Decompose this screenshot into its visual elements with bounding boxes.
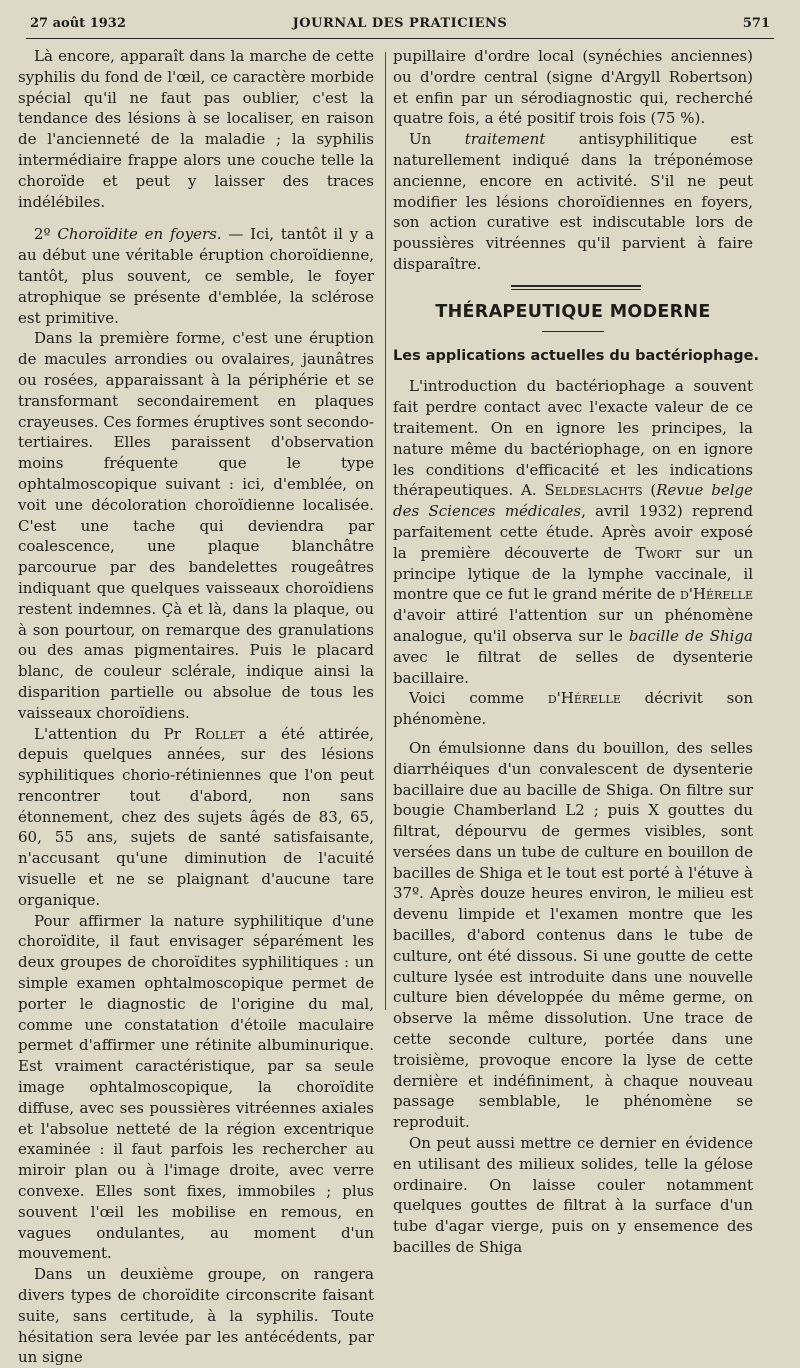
- author-name: Twort: [635, 543, 682, 562]
- paragraph: Un traitement antisyphilitique est naturellement indiqué dans la tréponémose ancienne, encore en activité. S'il ne peut modifier les lésions choroïdiennes en foyers, son action curative est indiscutable lors de poussières vitréennes qu'il parvient à faire disparaître.: [393, 130, 753, 273]
- paragraph: On émulsionne dans du bouillon, des selles diarrhéiques d'un convalescent de dysenterie bacillaire due au bacille de Shiga. On filtre sur bougie Chamberland L2 ; puis X gouttes du filtrat, dépourvu de germes visibles, sont versées dans un tube de culture en bouillon de bacilles de Shiga et le tout est porté à l'étuve à 37º. Après douze heures environ, le milieu est devenu limpide et l'examen montre que les bacilles, d'abord contenus dans le tube de culture, ont été dissous. Si une goutte de cette culture lysée est introduite dans une nouvelle culture bien développée du même germe, on observe la même dissolution. Une trace de cette seconde culture, portée dans une troisième, provoque encore la lyse de cette dernière et indéfiniment, à chaque nouveau passage semblable, le phénomène se reproduit.: [393, 738, 753, 1132]
- article-title: Les applications actuelles du bactériophage.: [393, 347, 759, 364]
- right-column: [393, 46, 759, 1258]
- section-number: 2º: [34, 225, 51, 244]
- issue-date: 27 août 1932: [30, 16, 126, 31]
- author-name: d'Hérelle: [679, 585, 753, 604]
- header-rule: [26, 38, 774, 39]
- author-name: Rollet: [194, 724, 245, 743]
- paragraph: 2º Choroïdite en foyers. — Ici, tantôt il y a au début une véritable éruption choroïdienne, tantôt, plus souvent, ce semble, le foyer atrophique se présente d'emblée, la sclérose est primitive.: [18, 225, 374, 327]
- author-name: d'Hérelle: [547, 689, 621, 708]
- section-title: THÉRAPEUTIQUE MODERNE: [435, 301, 711, 322]
- journal-reference: Revue belge des Sciences médicales: [393, 481, 753, 521]
- paragraph: On peut aussi mettre ce dernier en évidence en utilisant des milieux solides, telle la gélose ordinaire. On laisse couler notamment quelques gouttes de filtrat à la surface d'un tube d'agar vierge, puis on y ensemence des bacilles de Shiga: [393, 1134, 753, 1257]
- paragraph: Dans la première forme, c'est une éruption de macules arrondies ou ovalaires, jaunâtres ou rosées, apparaissant à la périphérie et se transformant secondairement en plaques crayeuses. Ces formes éruptives sont secondo-tertiaires. Elles paraissent d'observation moins fréquente que le type ophtalmoscopique suivant : ici, d'emblée, on voit une décoloration choroïdienne localisée. C'est une tache qui deviendra par coalescence, une plaque blanchâtre parcourue par des bandelettes rougeâtres indiquant que quelques vaisseaux choroïdiens restent indemnes. Çà et là, dans la plaque, ou à son pourtour, on remarque des granulations ou des amas pigmentaires. Puis le placard blanc, de couleur sclérale, indique ainsi la disparition partielle ou absolue de tous les vaisseaux choroïdiens.: [18, 329, 374, 722]
- running-header: [30, 16, 770, 38]
- column-divider: [385, 52, 386, 1010]
- emphasis: bacille de Shiga: [628, 626, 753, 645]
- paragraph: pupillaire d'ordre local (synéchies anciennes) ou d'ordre central (signe d'Argyll Robertson) et enfin par un sérodiagnostic qui, recherché quatre fois, a été positif trois fois (75 %).: [393, 47, 753, 128]
- paragraph: L'attention du Pr Rollet a été attirée, depuis quelques années, sur des lésions syphilitiques chorio-rétiniennes que l'on peut rencontrer tout d'abord, non sans étonnement, chez des sujets âgés de 83, 65, 60, 55 ans, sujets de santé satisfaisante, n'accusant qu'une diminution de l'acuité visuelle et ne se plaignant d'aucune tare organique.: [18, 724, 374, 909]
- paragraph: Voici comme d'Hérelle décrivit son phénomène.: [393, 689, 753, 729]
- paragraph: Dans un deuxième groupe, on rangera divers types de choroïdite circonscrite faisant suite, sans certitude, à la syphilis. Toute hésitation sera levée par les antécédents, par un signe: [18, 1265, 374, 1367]
- left-column: [18, 46, 374, 1368]
- title-rule: [542, 331, 604, 332]
- paragraph: Pour affirmer la nature syphilitique d'une choroïdite, il faut envisager séparément les deux groupes de choroïdites syphilitiques : un simple examen ophtalmoscopique permet de porter le diagnostic de l'origine du mal, comme une constatation d'étoile maculaire permet d'affirmer une rétinite albuminurique. Est vraiment caractéristique, par sa seule image ophtalmoscopique, la choroïdite diffuse, avec ses poussières vitréennes axiales et l'absolue netteté de la région excentrique examinée : il faut parfois les rechercher au miroir plan ou à l'image droite, avec verre convexe. Elles sont fixes, immobiles ; plus souvent l'œil les mobilise en remous, en vagues ondulantes, au moment d'un mouvement.: [18, 911, 374, 1263]
- paragraph: L'introduction du bactériophage a souvent fait perdre contact avec l'exacte valeur de ce traitement. On en ignore les principes, la nature même du bactériophage, on en ignore les conditions d'efficacité et les indications thérapeutiques. A. Seldeslachts (Revue belge des Sciences médicales, avril 1932) reprend parfaitement cette étude. Après avoir exposé la première découverte de Twort sur un principe lytique de la lymphe vaccinale, il montre que ce fut le grand mérite de d'Hérelle d'avoir attiré l'attention sur un phénomène analogue, qu'il observa sur le bacille de Shiga avec le filtrat de selles de dysenterie bacillaire.: [393, 377, 754, 687]
- emphasis: traitement: [464, 130, 546, 149]
- page-number: 571: [742, 16, 770, 31]
- section-rule: [511, 285, 641, 290]
- paragraph: Là encore, apparaît dans la marche de cette syphilis du fond de l'œil, ce caractère morbide spécial qu'il ne faut pas oublier, c'est la tendance des lésions à se localiser, en raison de l'ancienneté de la maladie ; la syphilis intermédiaire frappe alors une couche telle la choroïde et peut y laisser des traces indélébiles.: [18, 47, 374, 211]
- journal-title: JOURNAL DES PRATICIENS: [292, 16, 508, 31]
- author-name: Seldeslachts: [544, 481, 643, 500]
- subsection-heading: Choroïdite en foyers.: [57, 225, 222, 244]
